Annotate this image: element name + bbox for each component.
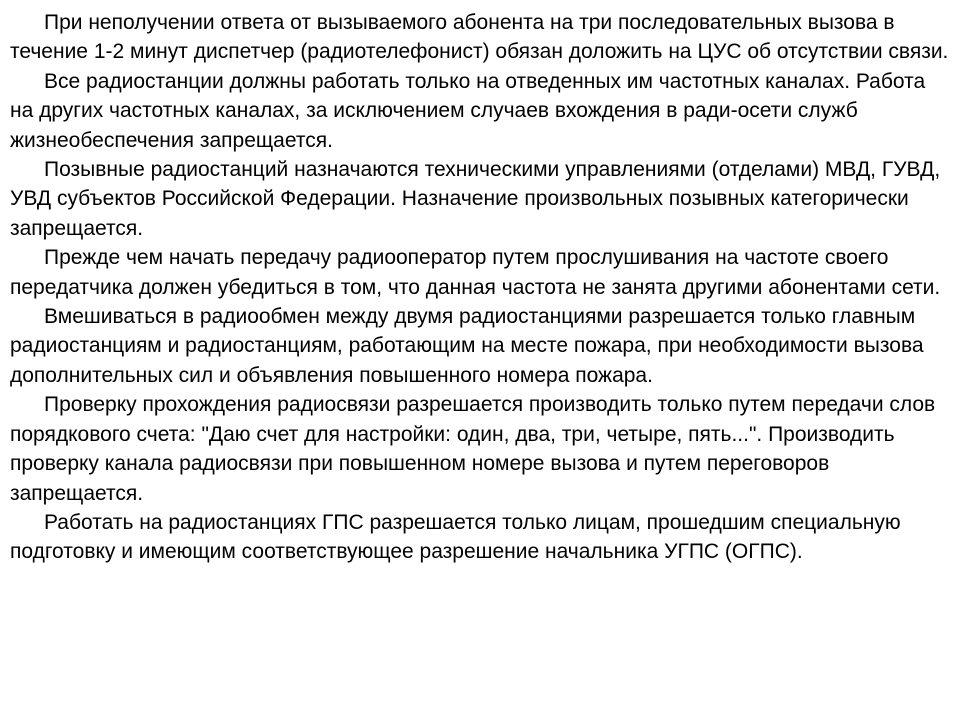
paragraph-before-transmission: Прежде чем начать передачу радиооператор путем прослушивания на частоте своего передатчика должен убедиться в том, что данная частота не занята другими абонентами сети. bbox=[10, 246, 941, 299]
paragraph-call-signs: Позывные радиостанций назначаются техническими управлениями (отделами) МВД, ГУВД, УВД субъектов Российской Федерации. Назначение произвольных позывных категорически запрещается. bbox=[10, 158, 941, 240]
paragraph-authorized-operators: Работать на радиостанциях ГПС разрешается только лицам, прошедшим специальную подготовку и имеющим соответствующее разрешение начальника УГПС (ОГПС). bbox=[10, 510, 901, 564]
paragraph-signal-check: Проверку прохождения радиосвязи разрешается производить только путем передачи слов порядкового счета: "Даю счет для настройки: один, два, три, четыре, пять...". Производить проверку канала радиосвязи при повышенном номере вызова и путем переговоров запрещается. bbox=[10, 393, 936, 505]
paragraph-radio-exchange: Вмешиваться в радиообмен между двумя радиостанциями разрешается только главным радиостанциям и радиостанциям, работающим на месте пожара, при необходимости вызова дополнительных сил и объявления повышенного номера пожара. bbox=[10, 305, 924, 387]
paragraph-no-answer: При неполучении ответа от вызываемого абонента на три последовательных вызова в течение 1-2 минут диспетчер (радиотелефонист) обязан доложить на ЦУС об отсутствии связи. bbox=[10, 11, 949, 64]
slide-body bbox=[10, 8, 952, 567]
paragraph-assigned-channels: Все радиостанции должны работать только на отведенных им частотных каналах. Работа на других частотных каналах, за исключением случаев вхождения в ради-осети служб жизнеобеспечения запрещается. bbox=[10, 69, 926, 152]
